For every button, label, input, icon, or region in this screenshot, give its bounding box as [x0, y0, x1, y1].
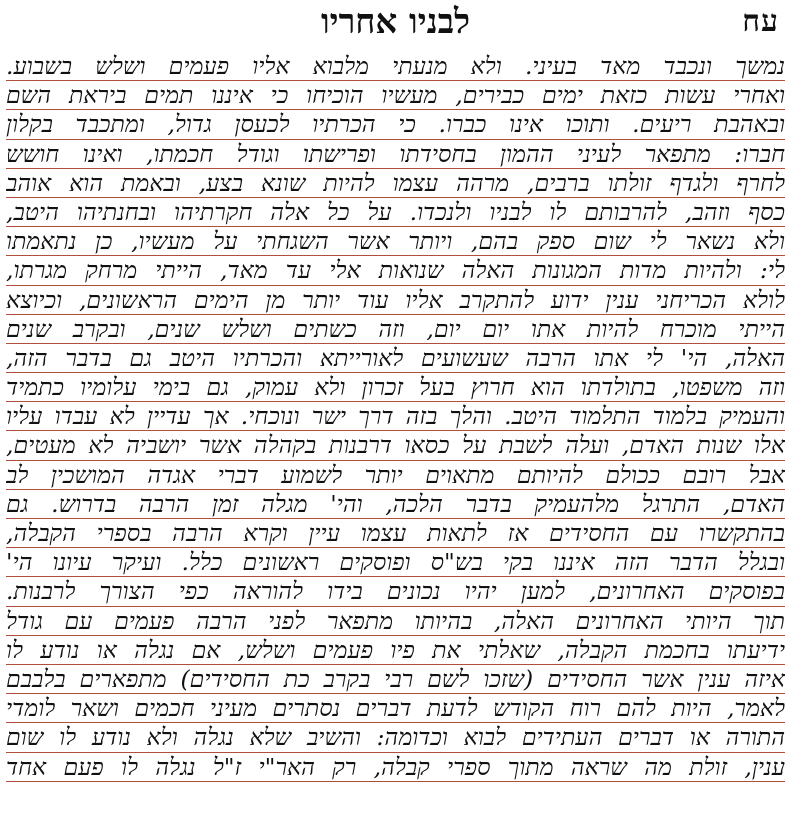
text-line: וזה משפטו, בתולדתו הוא חרוץ בעל זכרון ולא עמוק, גם בימי עלומיו כתמיד — [6, 373, 785, 402]
text-line: ענין, זולת מה שראה מתוך ספרי קבלה, רק האר"י ז"ל נגלה לו פעם אחד — [6, 752, 785, 781]
text-line: בהתקשרו עם החסידים אז לתאות עצמו עיין וקרא הרבה בספרי הקבלה, — [6, 519, 785, 547]
text-line: בפוסקים האחרונים, למען יהיו נכונים בידו להוראה כפי הצורך לרבנות. — [6, 577, 785, 606]
text-line: ידיעתו בחכמת הקבלה, שאלתי את פיו פעמים ושלש, אם נגלה או נודע לו — [6, 635, 785, 664]
text-line: חברו: מתפאר לעיני ההמון בחסידתו ופרישתו וגודל חכמתו, ואינו חושש — [6, 139, 785, 168]
text-line: נמשך ונכבד מאד בעיני. ולא מנעתי מלבוא אליו פעמים ושלש בשבוע. — [6, 52, 785, 80]
page-number: עח — [742, 4, 779, 39]
text-line: איזה ענין אשר החסידים (שזכו לשם רבי בקרב כת החסידים) מתפארים בלבבם — [6, 664, 785, 693]
text-body — [6, 52, 785, 782]
running-title: לבניו אחריו — [320, 2, 471, 42]
text-line: לי: ולהיות מדות המגונות האלה שנואות אלי עד מאד, הייתי מרחק מגרתו, — [6, 256, 785, 285]
text-line: לחרף ולגדף זולתו ברבים, מרהה עצמו להיות שונא בצע, ובאמת הוא אוהב — [6, 168, 785, 197]
text-line: האדם, התרגל מלהעמיק בדבר הלכה, והי' מגלה זמן הרבה בדרוש. גם — [6, 489, 785, 518]
text-line: ובאהבת ריעים. ותוכו אינו כברו. כי הכרתיו לכעסן גדול, ומתכבד בקלון — [6, 110, 785, 139]
text-line: אלו שנות האדם, ועלה לשבת על כסאו דרבנות בקהלה אשר יושביה לא מעטים, — [6, 431, 785, 460]
text-line: ואחרי עשות כזאת ימים כבירים, מעשיו הוכיחו כי איננו תמים ביראת השם — [6, 81, 785, 110]
text-line: אבל רובם ככולם להיותם מתאוים יותר לשמוע דברי אגדה המושכין לב — [6, 460, 785, 489]
text-line: ולא נשאר לי שום ספק בהם, ויותר אשר השגחתי על מעשיו, כן נתאמתו — [6, 227, 785, 256]
text-line: האלה, הי' לי אתו הרבה שעשועים לאורייתא והכרתיו היטב גם בדבר הזה, — [6, 343, 785, 372]
text-line: ובגלל הדבר הזה איננו בקי בש"ס ופוסקים ראשונים כלל. ועיקר עיונו הי' — [6, 548, 785, 577]
page-header — [6, 0, 785, 52]
text-line: התורה או דברים העתידים לבוא וכדומה: והשיב שלא נגלה ולא נודע לו שום — [6, 723, 785, 752]
text-line: הייתי מוכרח להיות אתו יום יום, וזה כשתים ושלש שנים, ובקרב שנים — [6, 314, 785, 343]
text-line: כסף וזהב, להרבותם לו לבניו ולנכדו. על כל אלה חקרתיהו ובחנתיהו היטב, — [6, 197, 785, 226]
text-line: לולא הכריחני ענין ידוע להתקרב אליו עוד יותר מן הימים הראשונים, וכיוצא — [6, 285, 785, 314]
text-line: והעמיק בלמוד התלמוד היטב. והלך בזה דרך ישר ונוכחי. אך עדיין לא עבדו עליו — [6, 402, 785, 431]
text-line: תוך היותי האחרונים האלה, בהיותו מתפאר לפני הרבה פעמים עם גודל — [6, 606, 785, 635]
text-line: לאמר, היות להם רוח הקודש לדעת דברים נסתרים מעיני חכמים ושאר לומדי — [6, 694, 785, 723]
